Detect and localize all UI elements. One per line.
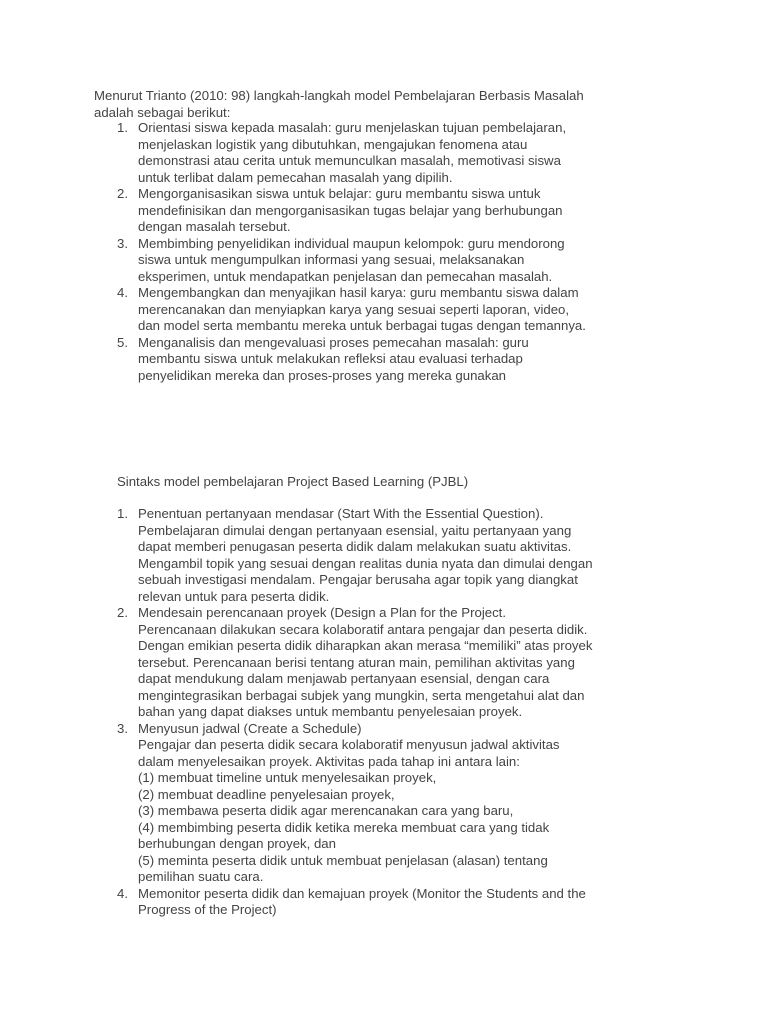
list-item-text-line: dapat memberi penugasan peserta didik dalam melakukan suatu aktivitas. — [138, 539, 572, 554]
list-item-text-line: Mendesain perencanaan proyek (Design a Plan for the Project. — [138, 605, 507, 620]
list-item-text-line: siswa untuk mengumpulkan informasi yang sesuai, melaksanakan — [138, 252, 525, 267]
intro-line: Menurut Trianto (2010: 98) langkah-langkah model Pembelajaran Berbasis Masalah — [94, 88, 584, 103]
list-item-text-line: Menyusun jadwal (Create a Schedule) — [138, 720, 362, 736]
pjbl-steps-list — [117, 506, 677, 919]
list-item-text-line: Menganalisis dan mengevaluasi proses pemecahan masalah: guru — [138, 334, 529, 350]
list-item-text-line: membantu siswa untuk melakukan refleksi atau evaluasi terhadap — [138, 351, 523, 366]
list-item-number: 4. — [117, 285, 128, 300]
list-item-text-line: (3) membawa peserta didik agar merencanakan cara yang baru, — [138, 803, 514, 818]
list-item-number: 3. — [117, 235, 128, 251]
list-item-text-line: Pengajar dan peserta didik secara kolaboratif menyusun jadwal aktivitas — [138, 737, 560, 752]
list-item-text-line: Mengembangkan dan menyajikan hasil karya: guru membantu siswa dalam — [138, 285, 579, 300]
list-item-text-line: mendefinisikan dan mengorganisasikan tugas belajar yang berhubungan — [138, 202, 563, 218]
list-item-text-line: sebuah investigasi mendalam. Pengajar berusaha agar topik yang diangkat — [138, 572, 578, 587]
list-item-text-line: penyelidikan mereka dan proses-proses yang mereka gunakan — [138, 367, 507, 383]
list-item-text-line: Memonitor peserta didik dan kemajuan proyek (Monitor the Students and the — [138, 885, 586, 901]
list-item-text-line: dengan masalah tersebut. — [138, 219, 291, 234]
list-item-text-line: Orientasi siswa kepada masalah: guru menjelaskan tujuan pembelajaran, — [138, 120, 567, 135]
list-item-text-line: relevan untuk para peserta didik. — [138, 588, 330, 604]
list-item-text-line: Mengorganisasikan siswa untuk belajar: guru membantu siswa untuk — [138, 186, 541, 201]
list-item-number: 1. — [117, 506, 128, 521]
list-item-text-line: dan model serta membantu mereka untuk berbagai tugas dengan temannya. — [138, 318, 586, 333]
list-item-number: 2. — [117, 605, 128, 620]
list-item-text-line: (2) membuat deadline penyelesaian proyek, — [138, 786, 395, 802]
intro-paragraph — [94, 87, 694, 121]
pjbl-heading: Sintaks model pembelajaran Project Based Learning (PJBL) — [117, 474, 469, 489]
list-item-text-line: (5) meminta peserta didik untuk membuat penjelasan (alasan) tentang — [138, 852, 548, 868]
list-item-text-line: untuk terlibat dalam pemecahan masalah yang dipilih. — [138, 169, 453, 185]
list-item-text-line: (1) membuat timeline untuk menyelesaikan proyek, — [138, 770, 437, 785]
list-item-text-line: Progress of the Project) — [138, 902, 277, 917]
list-item-number: 2. — [117, 186, 128, 201]
intro-line: adalah sebagai berikut: — [94, 105, 231, 120]
list-item-text-line: Dengan emikian peserta didik diharapkan akan merasa “memiliki” atas proyek — [138, 638, 593, 653]
list-item-text-line: Penentuan pertanyaan mendasar (Start With the Essential Question). — [138, 506, 544, 521]
list-item-text-line: berhubungan dengan proyek, dan — [138, 836, 336, 851]
list-item — [117, 335, 677, 385]
list-item — [117, 285, 677, 335]
list-item-text-line: pemilihan suatu cara. — [138, 869, 264, 884]
list-item-number: 5. — [117, 334, 128, 350]
list-item-text-line: bahan yang dapat diakses untuk membantu penyelesaian proyek. — [138, 704, 523, 719]
list-item — [117, 605, 677, 721]
list-item-text-line: Membimbing penyelidikan individual maupun kelompok: guru mendorong — [138, 235, 565, 251]
list-item-text-line: dapat mendukung dalam menjawab pertanyaan esensial, dengan cara — [138, 671, 550, 686]
list-item-text-line: Perencanaan dilakukan secara kolaboratif antara pengajar dan peserta didik. — [138, 621, 588, 637]
list-item-text-line: Mengambil topik yang sesuai dengan realitas dunia nyata dan dimulai dengan — [138, 555, 593, 571]
pbm-steps-list — [117, 120, 677, 384]
list-item-text-line: merencanakan dan menyiapkan karya yang sesuai seperti laporan, video, — [138, 301, 570, 317]
list-item-number: 3. — [117, 720, 128, 736]
list-item-text-line: demonstrasi atau cerita untuk memunculkan masalah, memotivasi siswa — [138, 153, 561, 168]
list-item — [117, 721, 677, 886]
list-item-text-line: Pembelajaran dimulai dengan pertanyaan esensial, yaitu pertanyaan yang — [138, 522, 572, 538]
list-item-text-line: tersebut. Perencanaan berisi tentang aturan main, pemilihan aktivitas yang — [138, 654, 575, 670]
list-item-text-line: (4) membimbing peserta didik ketika mereka membuat cara yang tidak — [138, 819, 550, 835]
list-item-text-line: eksperimen, untuk mendapatkan penjelasan dan pemecahan masalah. — [138, 268, 553, 284]
list-item-number: 4. — [117, 885, 128, 901]
list-item — [117, 886, 677, 919]
list-item-number: 1. — [117, 120, 128, 135]
list-item — [117, 120, 677, 186]
list-item — [117, 236, 677, 286]
list-item — [117, 506, 677, 605]
list-item-text-line: dalam menyelesaikan proyek. Aktivitas pada tahap ini antara lain: — [138, 753, 520, 769]
list-item-text-line: menjelaskan logistik yang dibutuhkan, mengajukan fenomena atau — [138, 136, 528, 152]
list-item — [117, 186, 677, 236]
list-item-text-line: mengintegrasikan berbagai subjek yang mungkin, serta mengetahui alat dan — [138, 687, 585, 703]
